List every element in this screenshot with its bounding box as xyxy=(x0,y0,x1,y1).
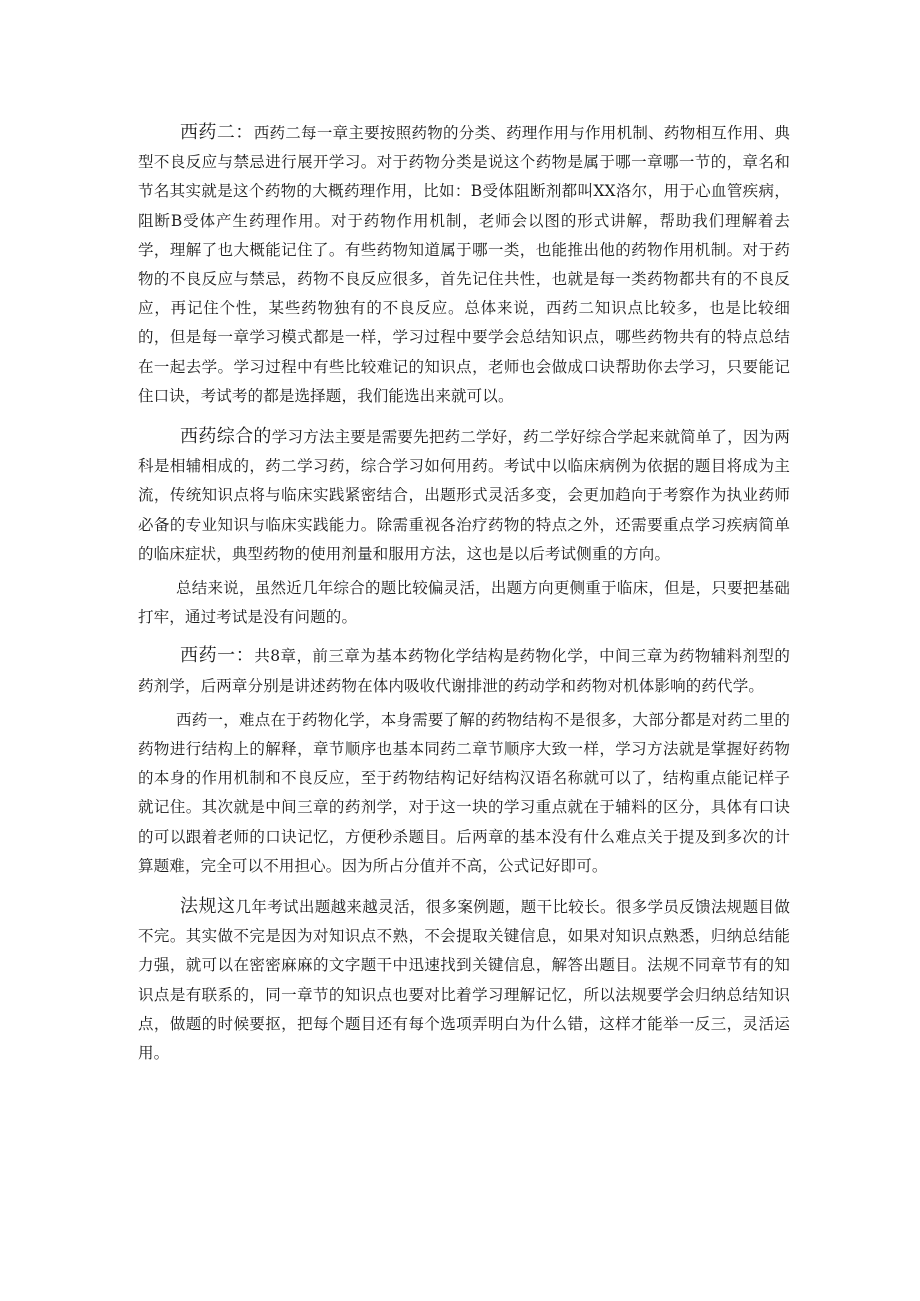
paragraph-lead: 法规这 xyxy=(180,896,236,918)
document-page xyxy=(138,118,790,1068)
paragraph-text: 共8章，前三章为基本药物化学结构是药物化学，中间三章为药物辅料剂型的药剂学，后两章分别是讲述药物在体内吸收代谢排泄的药动学和药物对机体影响的药代学。 xyxy=(138,647,791,695)
paragraph-xiyao-er xyxy=(138,118,790,411)
paragraph-text: 学习方法主要是需要先把药二学好，药二学好综合学起来就简单了，因为两科是相辅相成的，药二学习药，综合学习如何用药。考试中以临床病例为依据的题目将成为主流，传统知识点将与临床实践紧密结合，出题形式灵活多变，会更加趋向于考察作为执业药师必备的专业知识与临床实践能力。除需重视各治疗药物的特点之外，还需要重点学习疾病简单的临床症状，典型药物的使用剂量和服用方法，这也是以后考试侧重的方向。 xyxy=(138,428,791,563)
paragraph-lead: 西药二： xyxy=(180,122,254,143)
paragraph-xiyao-yi xyxy=(138,641,790,700)
paragraph-summary xyxy=(138,574,790,632)
paragraph-xiyao-yi-detail xyxy=(138,706,790,881)
paragraph-text: 总结来说，虽然近几年综合的题比较偏灵活，出题方向更侧重于临床，但是，只要把基础打牢，通过考试是没有问题的。 xyxy=(138,579,790,627)
paragraph-text: 西药二每一章主要按照药物的分类、药理作用与作用机制、药物相互作用、典型不良反应与禁忌进行展开学习。对于药物分类是说这个药物是属于哪一章哪一节的，章名和节名其实就是这个药物的大概药理作用，比如：B受体阻断剂都叫XX洛尔，用于心血管疾病，阻断B受体产生药理作用。对于药物作用机制，老师会以图的形式讲解，帮助我们理解着去学，理解了也大概能记住了。有些药物知道属于哪一类，也能推出他的药物作用机制。对于药物的不良反应与禁忌，药物不良反应很多，首先记住共性，也就是每一类药物都共有的不良反应，再记住个性，某些药物独有的不良反应。总体来说，西药二知识点比较多，也是比较细的，但是每一章学习模式都是一样，学习过程中要学会总结知识点，哪些药物共有的特点总结在一起去学。学习过程中有些比较难记的知识点，老师也会做成口诀帮助你去学习，只要能记住口诀，考试考的都是选择题，我们能选出来就可以。 xyxy=(138,124,791,405)
paragraph-lead: 西药综合的 xyxy=(180,426,272,448)
paragraph-text: 几年考试出题越来越灵活，很多案例题，题干比较长。很多学员反馈法规题目做不完。其实做不完是因为对知识点不熟，不会提取关键信息，如果对知识点熟悉，归纳总结能力强，就可以在密密麻麻的文字题干中迅速找到关键信息，解答出题目。法规不同章节有的知识点是有联系的，同一章节的知识点也要对比着学习理解记忆，所以法规要学会归纳总结知识点，做题的时候要抠，把每个题目还有每个选项弄明白为什么错，这样才能举一反三，灵活运用。 xyxy=(138,898,790,1063)
paragraph-xiyao-zonghe xyxy=(138,422,790,569)
paragraph-text: 西药一，难点在于药物化学，本身需要了解的药物结构不是很多，大部分都是对药二里的药物进行结构上的解释，章节顺序也基本同药二章节顺序大致一样，学习方法就是掌握好药物的本身的作用机制和不良反应，至于药物结构记好结构汉语名称就可以了，结构重点能记样子就记住。其次就是中间三章的药剂学，对于这一块的学习重点就在于辅料的区分，具体有口诀的可以跟着老师的口诀记忆，方便秒杀题目。后两章的基本没有什么难点关于提及到多次的计算题难，完全可以不用担心。因为所占分值并不高，公式记好即可。 xyxy=(138,710,790,875)
paragraph-lead: 西药一： xyxy=(180,645,255,667)
paragraph-fagui xyxy=(138,892,790,1068)
